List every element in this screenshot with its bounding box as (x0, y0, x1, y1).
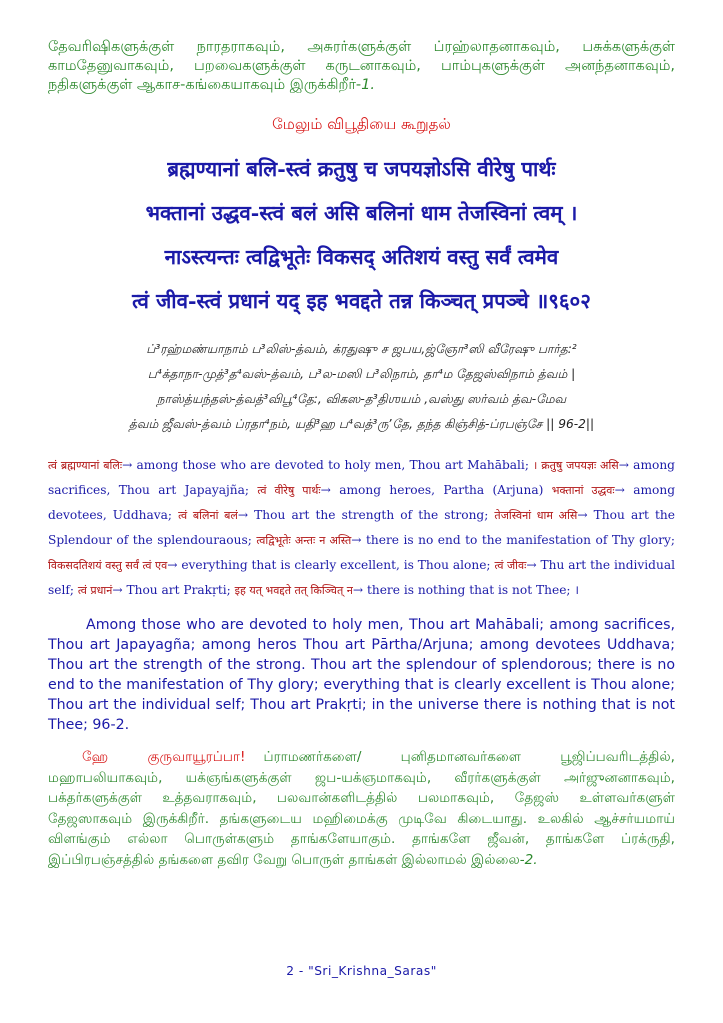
final-tamil-text: ப்ராமணர்களை/ புனிதமானவர்களை பூஜிப்பவரிடத்தில், மஹாபலியாகவும், யக்ஞங்களுக்குள் ஜப-யக்ஞமாகவும், வீரர்களுக்குள் அர்ஜுனனாகவும், பக்தர்களுக்குள் உத்தவராகவும், பலவான்களிடத்தில் பலமாகவும், தேஜஸ் உள்ளவர்களுள் தேஜஸாகவும் இருக்கிறீர். தங்களுடைய மஹிமைக்கு முடிவே கிடையாது. உலகில் ஆச்சர்யமாய் விளங்கும் எல்லா பொருள்களும் தாங்களேயாகும். தாங்களே ஜீவன், தாங்களே ப்ரக்ருதி, இப்பிரபஞ்சத்தில் தங்களை தவிர வேறு பொருள் தாங்கள் இல்லாமல் இல்லை- (48, 749, 676, 868)
wm-sanskrit-8: विकसदतिशयं वस्तु सर्वं त्वं एव (48, 559, 168, 572)
wm-sanskrit-3: त्वं वीरेषु पार्थः (257, 484, 321, 497)
wm-english-4: → among devotees, Uddhava; (48, 483, 676, 522)
sanskrit-line-3: नाऽस्त्यन्तः त्वद्विभूतेः विकसद् अतिशयं वस्तु सर्वं त्वमेव (164, 245, 559, 269)
final-verse-number: 2. (524, 851, 538, 868)
sanskrit-line-2: भक्तानां उद्धव-स्त्वं बलं असि बलिनां धाम तेजस्विनां त्वम् । (145, 201, 578, 225)
wm-english-10: → Thou art Prakṛti; (112, 583, 231, 597)
wm-english-6: → Thou art the Splendour of the splendouraous; (48, 508, 675, 547)
intro-tamil-text: தேவரிஷிகளுக்குள் நாரதராகவும், அசுரர்களுக்குள் ப்ரஹ்லாதனாகவும், பசுக்களுக்குள் காமதேனுவாகவும், பறவைகளுக்குள் கருடனாகவும், பாம்புகளுக்குள் அனந்தனாகவும், நதிகளுக்குள் ஆகாச-கங்கையாகவும் இருக்கிறீர்- (48, 39, 675, 93)
wm-english-7: → there is no end to the manifestation of Thy glory; (351, 533, 676, 547)
word-meanings (48, 453, 675, 603)
translit-line-3: நாஸ்த்யந்தஸ்-த்வத்³விபூ⁴தே:, விகஸ-த³திஶயம் ,வஸ்து ஸர்வம் த்வ-மேவ (156, 392, 567, 406)
wm-english-3: → among heroes, Partha (Arjuna) (320, 483, 544, 497)
wm-sanskrit-10: त्वं प्रधानं (77, 584, 113, 597)
guruvayurappa-invocation: ஹே குருவாயூரப்பா! (82, 749, 246, 765)
wm-sanskrit-4: भक्तानां उद्धवः (551, 484, 615, 497)
sanskrit-line-1: ब्रह्मण्यानां बलि-स्त्वं क्रतुषु च जपयज्ञोऽसि वीरेषु पार्थः (167, 157, 556, 181)
translit-line-1: ப்³ரஹ்மண்யாநாம் ப³லிஸ்-த்வம், க்ரதுஷு ச ஜபய,ஜ்ஞோ³ஸி வீரேஷு பார்த:² (146, 342, 577, 356)
wm-english-5: → Thou art the strength of the strong; (237, 508, 489, 522)
wm-sanskrit-2: । क्रतुषु जपयज्ञः असि (533, 459, 619, 472)
sanskrit-verse (48, 147, 675, 323)
wm-english-2: → among sacrifices, Thou art Japayajña; (48, 458, 675, 497)
final-tamil-paragraph (48, 747, 675, 870)
translit-line-2: ப⁴க்தாநா-முத்³த⁴வஸ்-த்வம், ப³ல-மஸி ப³லிநாம், தா⁴ம தேஜஸ்விநாம் த்வம் | (147, 367, 576, 381)
sanskrit-line-4: त्वं जीव-स्त्वं प्रधानं यद् इह भवद्दते तन्न किञ्चत् प्रपञ्चे ॥९६०२ (132, 289, 591, 313)
translit-line-4: த்வம் ஜீவஸ்-த்வம் ப்ரதா⁴நம், யதி³ஹ ப⁴வத்³ருʼதே, தந்த கிஞ்சித்-ப்ரபஞ்சே || 96-2|| (128, 417, 595, 431)
wm-english-9: → Thu art the individual self; (48, 558, 675, 597)
wm-sanskrit-9: त्वं जीवः (494, 559, 527, 572)
wm-english-1: → among those who are devoted to holy men, Thou art Mahābali; (122, 458, 529, 472)
wm-sanskrit-5: त्वं बलिनां बलं (178, 509, 238, 522)
english-translation: Among those who are devoted to holy men, Thou art Mahābali; among sacrifices, Thou art Japayagña; among heros Thou art Pārtha/Arjuna; among devotees Uddhava; Thou art the strength of the strong. Thou art the splendour of splendorous; there is no end to the manifestation of Thy glory; everything that is clearly excellent is Thou alone; Thou art the individual self; Thou art Prakṛti; in the universe there is nothing that is not Thee; 96-2. (48, 617, 675, 733)
wm-english-11: → there is nothing that is not Thee; । (352, 583, 580, 597)
wm-sanskrit-7: त्वद्विभूतेः अन्तः न अस्ति (256, 534, 352, 547)
transliteration-block (48, 337, 675, 437)
page-footer: 2 - "Sri_Krishna_Saras" (286, 964, 437, 978)
wm-sanskrit-11: इह यत् भवद्दते तत् किञ्चित् न (234, 584, 353, 597)
intro-tamil-paragraph (48, 38, 675, 95)
wm-english-8: → everything that is clearly excellent, is Thou alone; (167, 558, 491, 572)
section-heading: மேலும் விபூதியை கூறுதல் (272, 115, 451, 133)
wm-sanskrit-1: त्वं ब्रह्मण्यानां बलिः (48, 459, 123, 472)
wm-sanskrit-6: तेजस्विनां धाम असि (494, 509, 578, 522)
intro-verse-number: 1. (361, 77, 375, 93)
